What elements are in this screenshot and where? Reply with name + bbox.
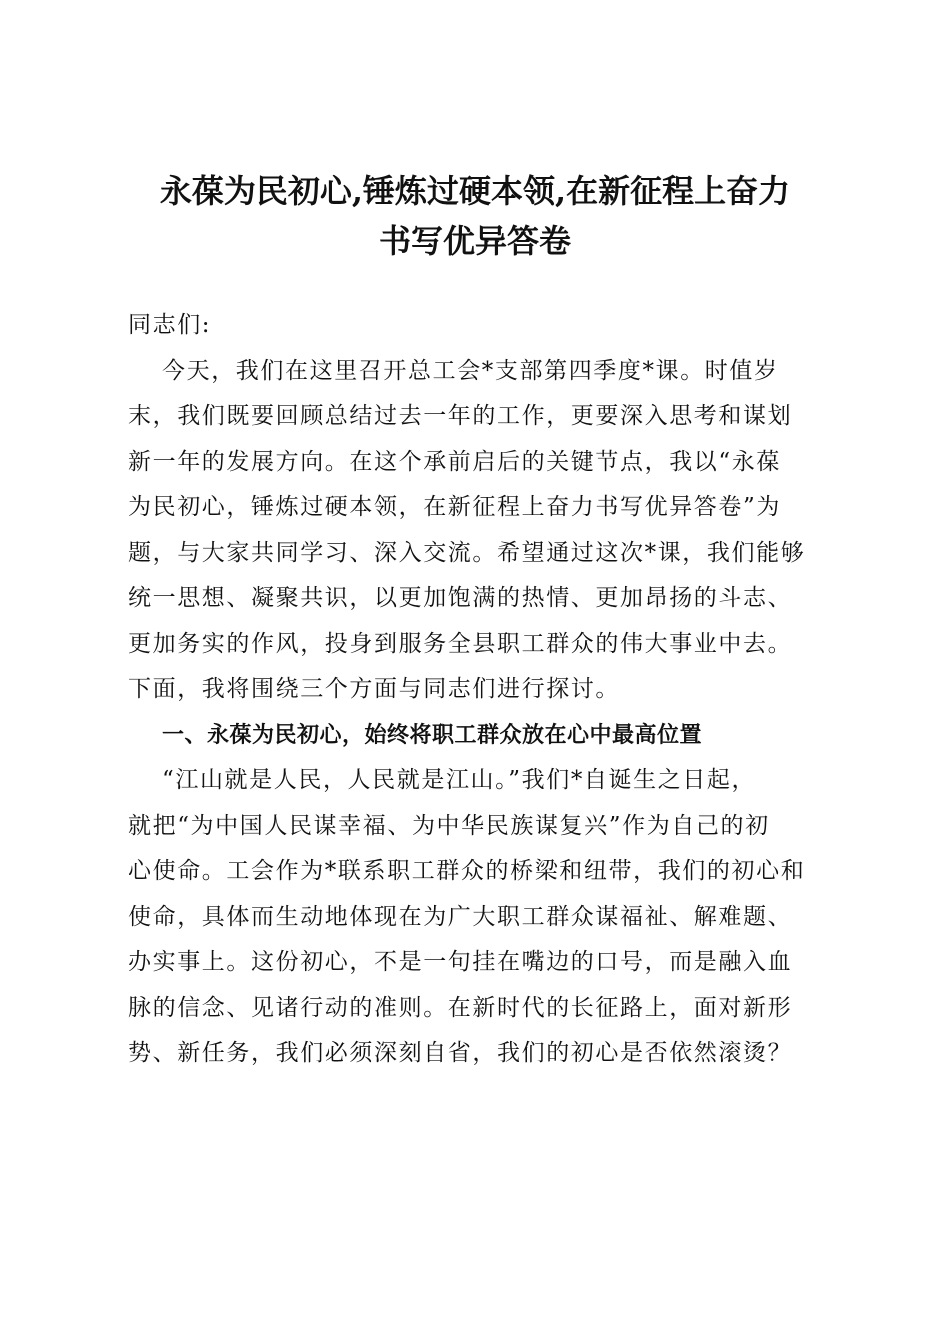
- salutation: 同志们:: [128, 312, 212, 338]
- paragraph-line: “江山就是人民，人民就是江山。”我们*自诞生之日起，: [162, 767, 757, 793]
- section-heading: 一、永葆为民初心，始终将职工群众放在心中最高位置: [162, 722, 703, 748]
- paragraph-line: 末，我们既要回顾总结过去一年的工作，更要深入思考和谋划: [128, 403, 793, 429]
- document-title: [100, 166, 850, 266]
- paragraph-line: 题，与大家共同学习、深入交流。希望通过这次*课，我们能够: [128, 539, 806, 566]
- paragraph-line: 更加务实的作风，投身到服务全县职工群众的伟大事业中去。: [128, 630, 793, 657]
- paragraph-line: 心使命。工会作为*联系职工群众的桥梁和纽带，我们的初心和: [128, 858, 806, 884]
- paragraph-line: 为民初心，锤炼过硬本领，在新征程上奋力书写优异答卷”为: [128, 494, 781, 520]
- document-body: [128, 303, 834, 1077]
- paragraph-line: 办实事上。这份初心，不是一句挂在嘴边的口号，而是融入血: [128, 949, 793, 975]
- paragraph-line: 脉的信念、见诸行动的准则。在新时代的长征路上，面对新形: [128, 994, 793, 1021]
- paragraph-line: 就把“为中国人民谋幸福、为中华民族谋复兴”作为自己的初: [128, 812, 770, 839]
- paragraph-line: 新一年的发展方向。在这个承前启后的关键节点，我以“永葆: [128, 448, 781, 475]
- title-line-1: 永葆为民初心,锤炼过硬本领,在新征程上奋力: [159, 172, 791, 210]
- paragraph-line: 统一思想、凝聚共识，以更加饱满的热情、更加昂扬的斗志、: [128, 585, 793, 611]
- paragraph-line: 下面，我将围绕三个方面与同志们进行探讨。: [128, 676, 620, 702]
- paragraph-line: 势、新任务，我们必须深刻自省，我们的初心是否依然滚烫？: [128, 1040, 793, 1066]
- title-line-2: 书写优异答卷: [378, 222, 571, 260]
- paragraph-line: 今天，我们在这里召开总工会*支部第四季度*课。时值岁: [162, 357, 779, 384]
- paragraph-line: 使命，具体而生动地体现在为广大职工群众谋福祉、解难题、: [128, 903, 793, 930]
